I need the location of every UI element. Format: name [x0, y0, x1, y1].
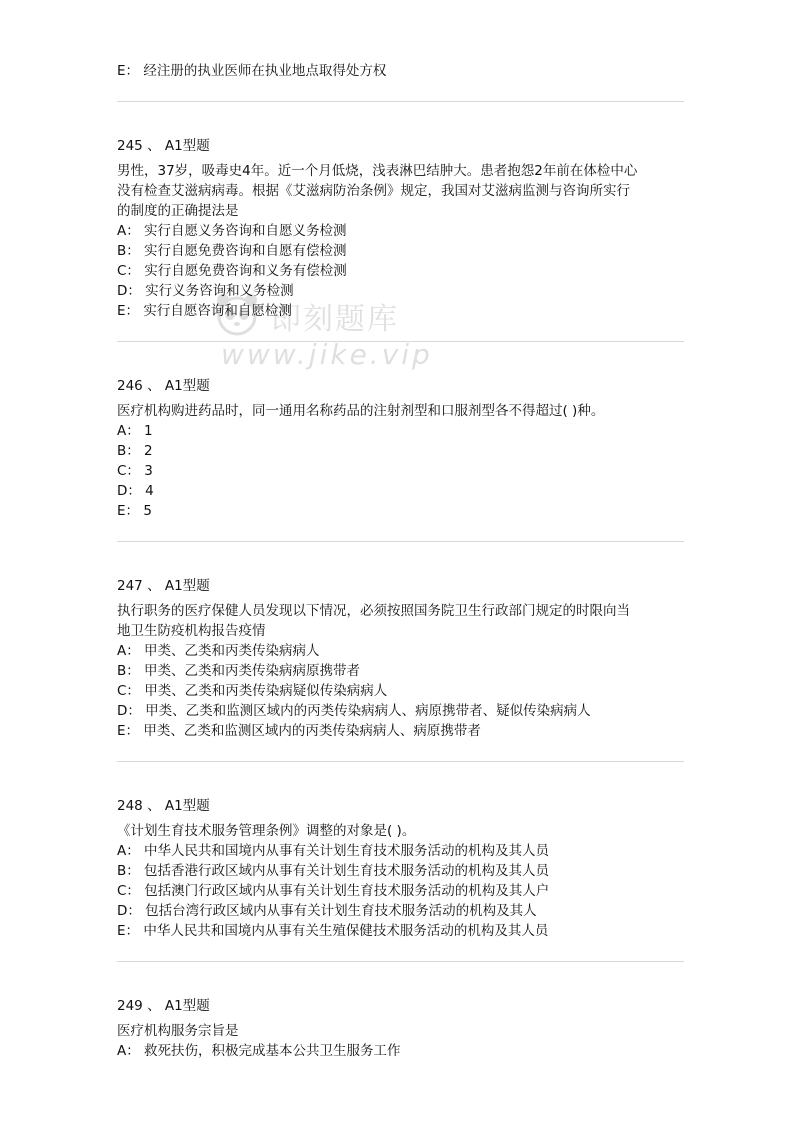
option-d: D： 甲类、乙类和监测区域内的丙类传染病病人、病原携带者、疑似传染病病人	[117, 703, 591, 719]
option-e: E： 甲类、乙类和监测区域内的丙类传染病病人、病原携带者	[117, 723, 481, 739]
separator-line	[117, 961, 684, 962]
question-type: A1型题	[164, 798, 210, 814]
question-stem-line: 没有检查艾滋病病毒。根据《艾滋病防治条例》规定，我国对艾滋病监测与咨询所实行	[117, 183, 630, 199]
option-d: D： 包括台湾行政区域内从事有关计划生育技术服务活动的机构及其人	[117, 903, 537, 919]
question-stem-line: 医疗机构购进药品时，同一通用名称药品的注射剂型和口服剂型各不得超过( )种。	[117, 403, 605, 419]
question-number: 246	[117, 378, 143, 394]
watermark-en: www.jike.vip	[221, 338, 433, 371]
separator-mark: 、	[147, 998, 161, 1014]
question-247-header	[117, 576, 210, 596]
separator-line	[117, 541, 684, 542]
question-type: A1型题	[164, 138, 210, 154]
option-a: A： 实行自愿义务咨询和自愿义务检测	[117, 223, 347, 239]
option-e: E： 中华人民共和国境内从事有关生殖保健技术服务活动的机构及其人员	[117, 923, 549, 939]
separator-mark: 、	[147, 578, 161, 594]
option-c: C： 3	[117, 463, 153, 479]
question-number: 245	[117, 138, 143, 154]
question-stem-line: 医疗机构服务宗旨是	[117, 1023, 239, 1039]
question-stem-line: 男性，37岁，吸毒史4年。近一个月低烧，浅表淋巴结肿大。患者抱怨2年前在体检中心	[117, 163, 638, 179]
separator-mark: 、	[147, 378, 161, 394]
question-stem-line: 《计划生育技术服务管理条例》调整的对象是( )。	[117, 823, 416, 839]
question-number: 247	[117, 578, 143, 594]
option-e: E： 实行自愿咨询和自愿检测	[117, 303, 292, 319]
separator-mark: 、	[147, 138, 161, 154]
option-a: A： 1	[117, 423, 153, 439]
question-246-header	[117, 376, 210, 396]
question-249-header	[117, 996, 210, 1016]
option-b: B： 包括香港行政区域内从事有关计划生育技术服务活动的机构及其人员	[117, 863, 550, 879]
separator-line	[117, 761, 684, 762]
option-c: C： 实行自愿免费咨询和义务有偿检测	[117, 263, 347, 279]
option-a: A： 甲类、乙类和丙类传染病病人	[117, 643, 320, 659]
separator-mark: 、	[147, 798, 161, 814]
option-b: B： 甲类、乙类和丙类传染病病原携带者	[117, 663, 361, 679]
question-stem-line: 执行职务的医疗保健人员发现以下情况，必须按照国务院卫生行政部门规定的时限向当	[117, 603, 630, 619]
option-e: E： 5	[117, 503, 152, 519]
option-d: D： 4	[117, 483, 154, 499]
question-number: 248	[117, 798, 143, 814]
question-245-header	[117, 136, 210, 156]
option-e-prev: E： 经注册的执业医师在执业地点取得处方权	[117, 63, 387, 79]
option-a: A： 救死扶伤，积极完成基本公共卫生服务工作	[117, 1043, 401, 1059]
question-stem-line: 的制度的正确提法是	[117, 203, 239, 219]
option-c: C： 甲类、乙类和丙类传染病疑似传染病病人	[117, 683, 388, 699]
question-type: A1型题	[164, 578, 210, 594]
option-b: B： 实行自愿免费咨询和自愿有偿检测	[117, 243, 347, 259]
separator-line	[117, 341, 684, 342]
question-number: 249	[117, 998, 143, 1014]
option-c: C： 包括澳门行政区域内从事有关计划生育技术服务活动的机构及其人户	[117, 883, 550, 899]
question-stem-line: 地卫生防疫机构报告疫情	[117, 623, 266, 639]
question-248-header	[117, 796, 210, 816]
option-a: A： 中华人民共和国境内从事有关计划生育技术服务活动的机构及其人员	[117, 843, 550, 859]
question-type: A1型题	[164, 998, 210, 1014]
option-d: D： 实行义务咨询和义务检测	[117, 283, 294, 299]
option-b: B： 2	[117, 443, 153, 459]
watermark-cn: 即刻题库	[271, 302, 399, 337]
separator-line	[117, 101, 684, 102]
question-type: A1型题	[164, 378, 210, 394]
